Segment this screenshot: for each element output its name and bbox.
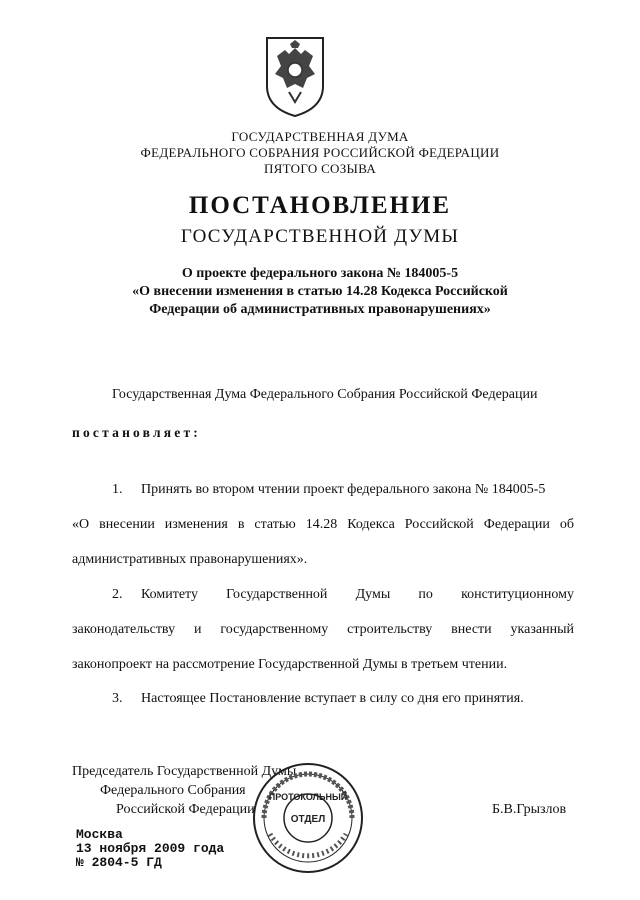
item-3-number: 3. (112, 691, 123, 706)
item-1-number: 1. (112, 482, 123, 497)
resolves-word: постановляет: (72, 425, 201, 440)
intro-text: Государственная Дума Федерального Собрания Российской Федерации (112, 387, 538, 402)
stamp-center-text: ОТДЕЛ (290, 814, 326, 825)
state-emblem-icon (263, 34, 327, 118)
item-1-line-2: «О внесении изменения в статью 14.28 Кодекса Российской Федерации об (72, 517, 574, 532)
convocation-line: ПЯТОГО СОЗЫВА (263, 161, 377, 176)
signatory-name: Б.В.Грызлов (492, 802, 567, 817)
item-2-line-2: законодательству и государственному строительству внести указанный (72, 622, 574, 637)
stamp-arc-text: ПРОТОКОЛЬНЫЙ (268, 792, 348, 802)
subject-line-2: «О внесении изменения в статью 14.28 Кодекса Российской (132, 284, 508, 299)
footer-date: 13 ноября 2009 года (76, 841, 225, 856)
signatory-title-line-2: Федерального Собрания (100, 783, 246, 798)
subject-line-3: Федерации об административных правонарушениях» (149, 302, 491, 317)
item-2-line-3: законопроект на рассмотрение Государственной Думы в третьем чтении. (72, 657, 508, 672)
footer-number: № 2804-5 ГД (76, 855, 162, 870)
stamp-seal-icon (250, 760, 366, 876)
organization-line-1: ГОСУДАРСТВЕННАЯ ДУМА (231, 129, 409, 144)
signatory-title-line-3: Российской Федерации (116, 802, 255, 817)
item-1-line-3: административных правонарушениях». (72, 552, 308, 567)
subject-line-1: О проекте федерального закона № 184005-5 (181, 266, 459, 281)
item-2-line-1: Комитету Государственной Думы по конституционному (141, 587, 574, 602)
signatory-title-line-1: Председатель Государственной Думы (72, 764, 297, 779)
footer-city: Москва (76, 827, 123, 842)
document-title: ПОСТАНОВЛЕНИЕ (188, 192, 452, 219)
organization-line-2: ФЕДЕРАЛЬНОГО СОБРАНИЯ РОССИЙСКОЙ ФЕДЕРАЦИИ (140, 145, 500, 160)
item-3-line-1: Настоящее Постановление вступает в силу со дня его принятия. (141, 691, 524, 706)
item-2-number: 2. (112, 587, 123, 602)
item-1-line-1: Принять во втором чтении проект федерального закона № 184005-5 (141, 482, 546, 497)
document-subtitle: ГОСУДАРСТВЕННОЙ ДУМЫ (180, 226, 460, 247)
